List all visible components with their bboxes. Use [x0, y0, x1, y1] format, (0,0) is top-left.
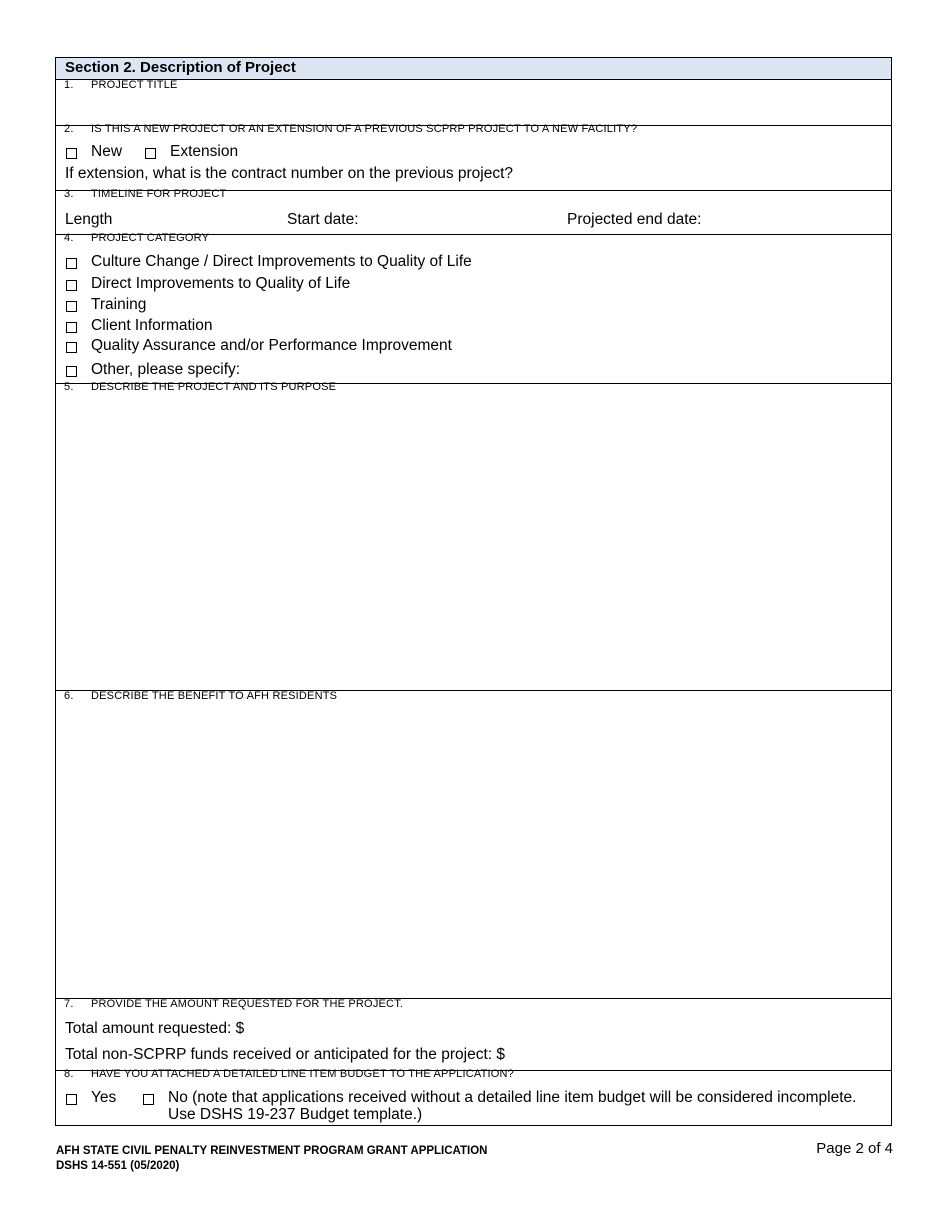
no-checkbox[interactable] [143, 1094, 154, 1105]
length-label: Length [65, 211, 113, 228]
category-option: Client Information [91, 317, 213, 334]
non-scprp-funds-field[interactable] [518, 1044, 883, 1064]
contract-number-question: If extension, what is the contract number on the previous project? [65, 165, 514, 182]
extension-checkbox[interactable] [145, 148, 156, 159]
category-option: Culture Change / Direct Improvements to Quality of Life [91, 253, 472, 270]
yes-label: Yes [91, 1089, 117, 1106]
category-option: Direct Improvements to Quality of Life [91, 275, 351, 292]
category-checkbox[interactable] [66, 301, 77, 312]
category-checkbox[interactable] [66, 280, 77, 291]
footer-info [56, 1144, 487, 1174]
extension-label: Extension [170, 143, 239, 160]
project-category-section [56, 234, 891, 383]
non-scprp-funds-label: Total non-SCPRP funds received or anticipated for the project: $ [65, 1046, 505, 1063]
total-amount-field[interactable] [256, 1018, 656, 1038]
q7-label: PROVIDE THE AMOUNT REQUESTED FOR THE PROJECT. [91, 998, 404, 1010]
q1-number: 1. [64, 79, 74, 91]
q3-label: TIMELINE FOR PROJECT [91, 188, 227, 200]
q2-number: 2. [64, 123, 74, 135]
no-label: No (note that applications received without a detailed line item budget will be considered incomplete. [168, 1089, 857, 1106]
end-date-field[interactable] [711, 209, 883, 229]
q8-number: 8. [64, 1068, 74, 1080]
start-date-label: Start date: [287, 211, 359, 228]
project-description-section [56, 383, 891, 690]
new-checkbox[interactable] [66, 148, 77, 159]
project-type-section [56, 125, 891, 190]
other-specify-field[interactable] [256, 359, 883, 379]
q3-number: 3. [64, 188, 74, 200]
total-amount-label: Total amount requested: $ [65, 1020, 245, 1037]
start-date-field[interactable] [366, 209, 556, 229]
category-option: Training [91, 296, 147, 313]
grant-application-form [55, 57, 892, 1126]
length-field[interactable] [121, 209, 281, 229]
section-title: Section 2. Description of Project [65, 59, 296, 76]
q4-label: PROJECT CATEGORY [91, 232, 210, 244]
q5-number: 5. [64, 381, 74, 393]
q4-number: 4. [64, 232, 74, 244]
form-id: DSHS 14-551 (05/2020) [56, 1160, 180, 1172]
other-checkbox[interactable] [66, 366, 77, 377]
amount-requested-section [56, 998, 891, 1070]
q6-number: 6. [64, 690, 74, 702]
contract-number-field[interactable] [526, 164, 883, 184]
resident-benefit-field[interactable] [64, 705, 883, 994]
budget-template-note: Use DSHS 19-237 Budget template.) [168, 1106, 423, 1123]
resident-benefit-section [56, 690, 891, 998]
project-title-section [56, 80, 891, 125]
other-specify-label: Other, please specify: [91, 361, 241, 378]
q8-label: HAVE YOU ATTACHED A DETAILED LINE ITEM BUDGET TO THE APPLICATION? [91, 1068, 514, 1080]
q7-number: 7. [64, 998, 74, 1010]
budget-attached-section [56, 1070, 891, 1126]
q1-label: PROJECT TITLE [91, 79, 178, 91]
new-label: New [91, 143, 123, 160]
section-header [56, 58, 891, 80]
end-date-label: Projected end date: [567, 211, 702, 228]
form-title: AFH STATE CIVIL PENALTY REINVESTMENT PROGRAM GRANT APPLICATION [56, 1145, 488, 1157]
project-description-field[interactable] [64, 398, 883, 686]
category-checkbox[interactable] [66, 342, 77, 353]
yes-checkbox[interactable] [66, 1094, 77, 1105]
q6-label: DESCRIBE THE BENEFIT TO AFH RESIDENTS [91, 690, 338, 702]
page-number: Page 2 of 4 [816, 1140, 893, 1157]
q2-label: IS THIS A NEW PROJECT OR AN EXTENSION OF A PREVIOUS SCPRP PROJECT TO A NEW FACILITY? [91, 123, 638, 135]
category-checkbox[interactable] [66, 258, 77, 269]
category-option: Quality Assurance and/or Performance Improvement [91, 337, 452, 354]
category-checkbox[interactable] [66, 322, 77, 333]
project-title-field[interactable] [64, 92, 883, 122]
q5-label: DESCRIBE THE PROJECT AND ITS PURPOSE [91, 381, 337, 393]
timeline-section [56, 190, 891, 234]
